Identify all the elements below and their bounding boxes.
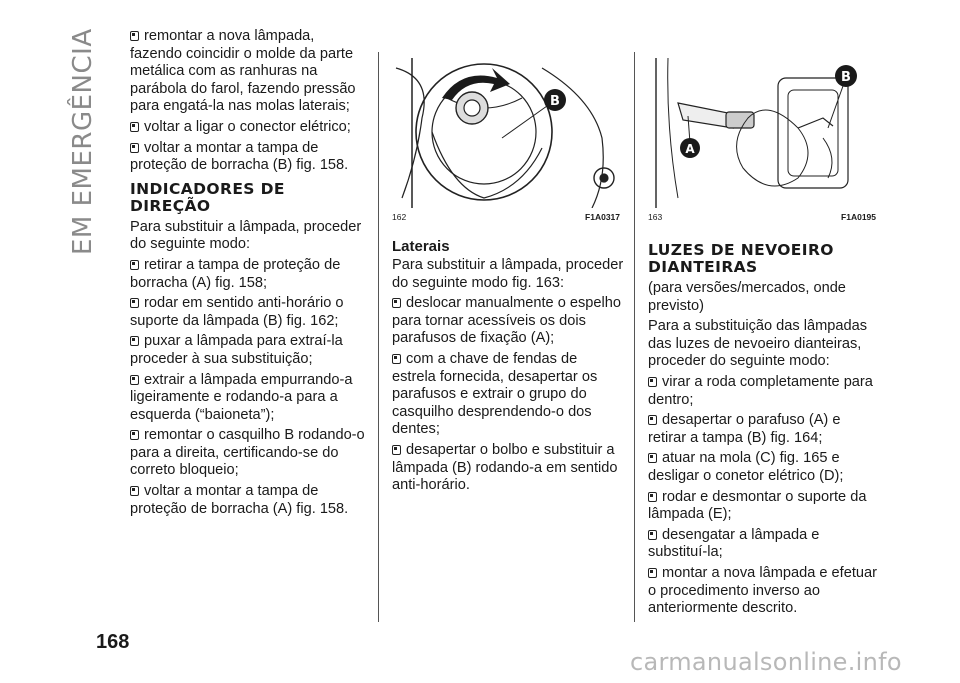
bullet-icon (648, 568, 657, 578)
intro-text: Para substituir a lâmpada, proceder do seguinte modo fig. 163: (392, 257, 624, 291)
list-item: voltar a montar a tampa de proteção de borracha (B) fig. 158. (130, 139, 349, 174)
column-divider-2 (634, 52, 635, 622)
list-item: puxar a lâmpada para extraí-la proceder à sua substituição; (130, 333, 343, 367)
bullet-icon (130, 486, 139, 496)
bullet-icon (130, 122, 139, 132)
note-text: (para versões/mercados, onde previsto) (648, 280, 846, 314)
figure-number: 162 (392, 212, 407, 222)
heading-luzes-nevoeiro: LUZES DE NEVOEIRO DIANTEIRAS (648, 241, 834, 276)
figure-label-b: B (841, 70, 851, 85)
figure-label-a: A (685, 142, 695, 156)
figure-163 (648, 58, 876, 208)
list-item: voltar a ligar o conector elétrico; (130, 119, 366, 137)
bullet-icon (130, 430, 139, 440)
list-item: montar a nova lâmpada e efetuar o procedimento inverso ao anteriormente descrito. (648, 564, 877, 617)
list-item: rodar e desmontar o suporte da lâmpada (E); (648, 488, 867, 523)
bullet-icon (648, 415, 657, 425)
column-3 (648, 236, 882, 621)
figure-code: F1A0195 (841, 212, 876, 222)
bullet-icon (130, 375, 139, 385)
headlamp-illustration (392, 58, 620, 208)
list-item: rodar em sentido anti-horário o suporte da lâmpada (B) fig. 162; (130, 295, 344, 329)
column-2 (392, 226, 624, 498)
list-item: desapertar o parafuso (A) e retirar a tampa (B) fig. 164; (648, 412, 841, 446)
list-item: desengatar a lâmpada e substituí-la; (648, 526, 820, 561)
bullet-icon (130, 143, 139, 153)
list-item: desapertar o bolbo e substituir a lâmpada (B) rodando-a em sentido anti-horário. (392, 441, 618, 494)
list-item: remontar o casquilho B rodando-o para a direita, certificando-se do correto bloqueio; (130, 427, 365, 479)
intro-text: Para substituir a lâmpada, proceder do seguinte modo: (130, 218, 362, 253)
column-1 (130, 28, 366, 521)
bullet-icon (130, 336, 139, 346)
figure-162-caption (392, 212, 620, 222)
page-number: 168 (96, 631, 130, 653)
watermark: carmanualsonline.info (630, 648, 902, 676)
bullet-icon (648, 530, 657, 540)
bullet-icon (392, 354, 401, 364)
list-item: voltar a montar a tampa de proteção de borracha (A) fig. 158. (130, 483, 349, 517)
list-item: atuar na mola (C) fig. 165 e desligar o conetor elétrico (D); (648, 450, 844, 484)
column-divider-1 (378, 52, 379, 622)
list-item: extrair a lâmpada empurrando-a ligeiramente e rodando-a para a esquerda (“baioneta”); (130, 371, 353, 423)
heading-laterais: Laterais (392, 238, 450, 255)
side-lamp-illustration (648, 58, 876, 208)
figure-163-caption (648, 212, 876, 222)
heading-indicadores: INDICADORES DE DIREÇÃO (130, 179, 285, 215)
figure-number: 163 (648, 212, 663, 222)
bullet-icon (130, 31, 139, 41)
figure-162 (392, 58, 620, 208)
section-title: EM EMERGÊNCIA (68, 28, 98, 255)
list-item: remontar a nova lâmpada, fazendo coincidir o molde da parte metálica com as ranhuras na parábola do farol, fazendo pressão para engatá-la nas molas laterais; (130, 28, 356, 115)
bullet-icon (130, 298, 139, 308)
bullet-icon (392, 445, 401, 455)
list-item: retirar a tampa de proteção de borracha (A) fig. 158; (130, 256, 341, 291)
bullet-icon (648, 492, 657, 502)
bullet-icon (648, 453, 657, 463)
list-item: com a chave de fendas de estrela fornecida, desapertar os parafusos e extrair o grupo do casquilho desprendendo-o dos dentes; (392, 350, 598, 438)
bullet-icon (648, 377, 657, 387)
list-item: virar a roda completamente para dentro; (648, 373, 873, 408)
figure-label-b: B (550, 94, 560, 109)
intro-text: Para a substituição das lâmpadas das luzes de nevoeiro dianteiras, proceder do seguinte modo: (648, 318, 868, 370)
bullet-icon (392, 298, 401, 308)
list-item: deslocar manualmente o espelho para tornar acessíveis os dois parafusos de fixação (A); (392, 295, 621, 347)
bullet-icon (130, 260, 139, 270)
figure-code: F1A0317 (585, 212, 620, 222)
